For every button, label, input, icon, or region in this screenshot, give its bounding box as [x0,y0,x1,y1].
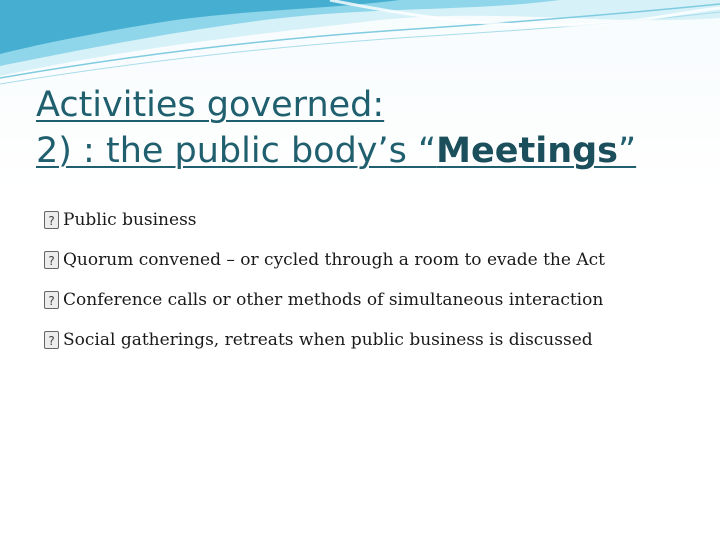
bullet-item [44,200,704,240]
unknown-glyph-icon: ? [44,291,59,309]
title-line-2 [36,128,696,174]
unknown-glyph-icon: ? [44,251,59,269]
title-line-2-suffix: ” [618,131,637,171]
bullet-item [44,240,704,280]
bullet-text: Social gatherings, retreats when public business is discussed [63,330,593,350]
bullet-text: Quorum convened – or cycled through a room to evade the Act [63,250,605,270]
unknown-glyph-icon: ? [44,331,59,349]
title-emphasis-meetings: Meetings [436,131,618,171]
bullet-text: Public business [63,210,197,230]
unknown-glyph-icon: ? [44,211,59,229]
bullet-item [44,320,704,360]
title-line-1: Activities governed: [36,85,385,125]
bullet-item [44,280,704,320]
title-line-2-prefix: 2) : the public body’s “ [36,131,437,171]
bullet-text: Conference calls or other methods of simultaneous interaction [63,290,604,310]
bullet-list [44,200,704,360]
wave-decoration [0,0,720,90]
slide-title [36,82,696,174]
